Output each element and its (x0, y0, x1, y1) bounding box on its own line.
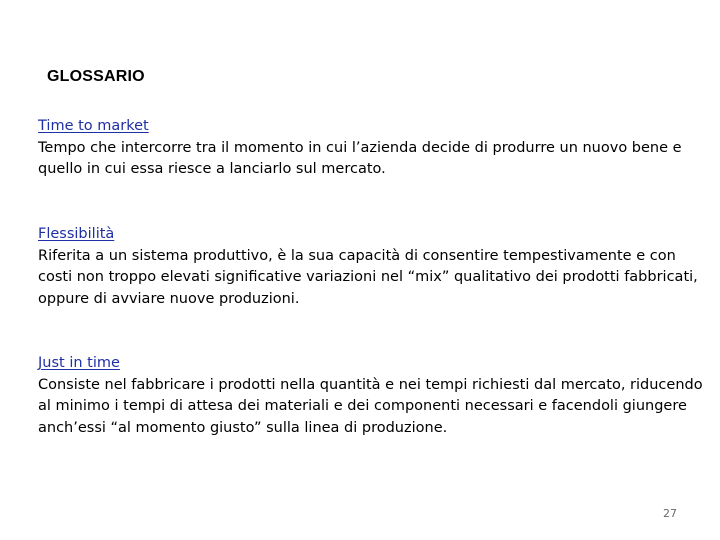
definition-just-in-time: Consiste nel fabbricare i prodotti nella quantità e nei tempi richiesti dal mercato, riducendo al minimo i tempi di attesa dei materiali e dei componenti necessari e facendoli giungere anch’essi “al momento giusto” sulla linea di produzione. (38, 376, 703, 436)
definition-flessibilita: Riferita a un sistema produttivo, è la sua capacità di consentire tempestivamente e con costi non troppo elevati significative variazioni nel “mix” qualitativo dei prodotti fabbricati, oppure di avviare nuove produzioni. (38, 247, 698, 307)
glossary-title: GLOSSARIO (47, 68, 145, 85)
term-time-to-market[interactable]: Time to market (38, 118, 149, 134)
definition-time-to-market: Tempo che intercorre tra il momento in cui l’azienda decide di produrre un nuovo bene e quello in cui essa riesce a lanciarlo sul mercato. (38, 139, 682, 177)
glossary-entry-time-to-market (38, 116, 708, 181)
page-number: 27 (663, 507, 677, 520)
term-flessibilita[interactable]: Flessibilità (38, 226, 115, 242)
glossary-entry-flessibilita (38, 224, 708, 310)
glossary-entry-just-in-time (38, 353, 708, 439)
term-just-in-time[interactable]: Just in time (38, 355, 120, 371)
